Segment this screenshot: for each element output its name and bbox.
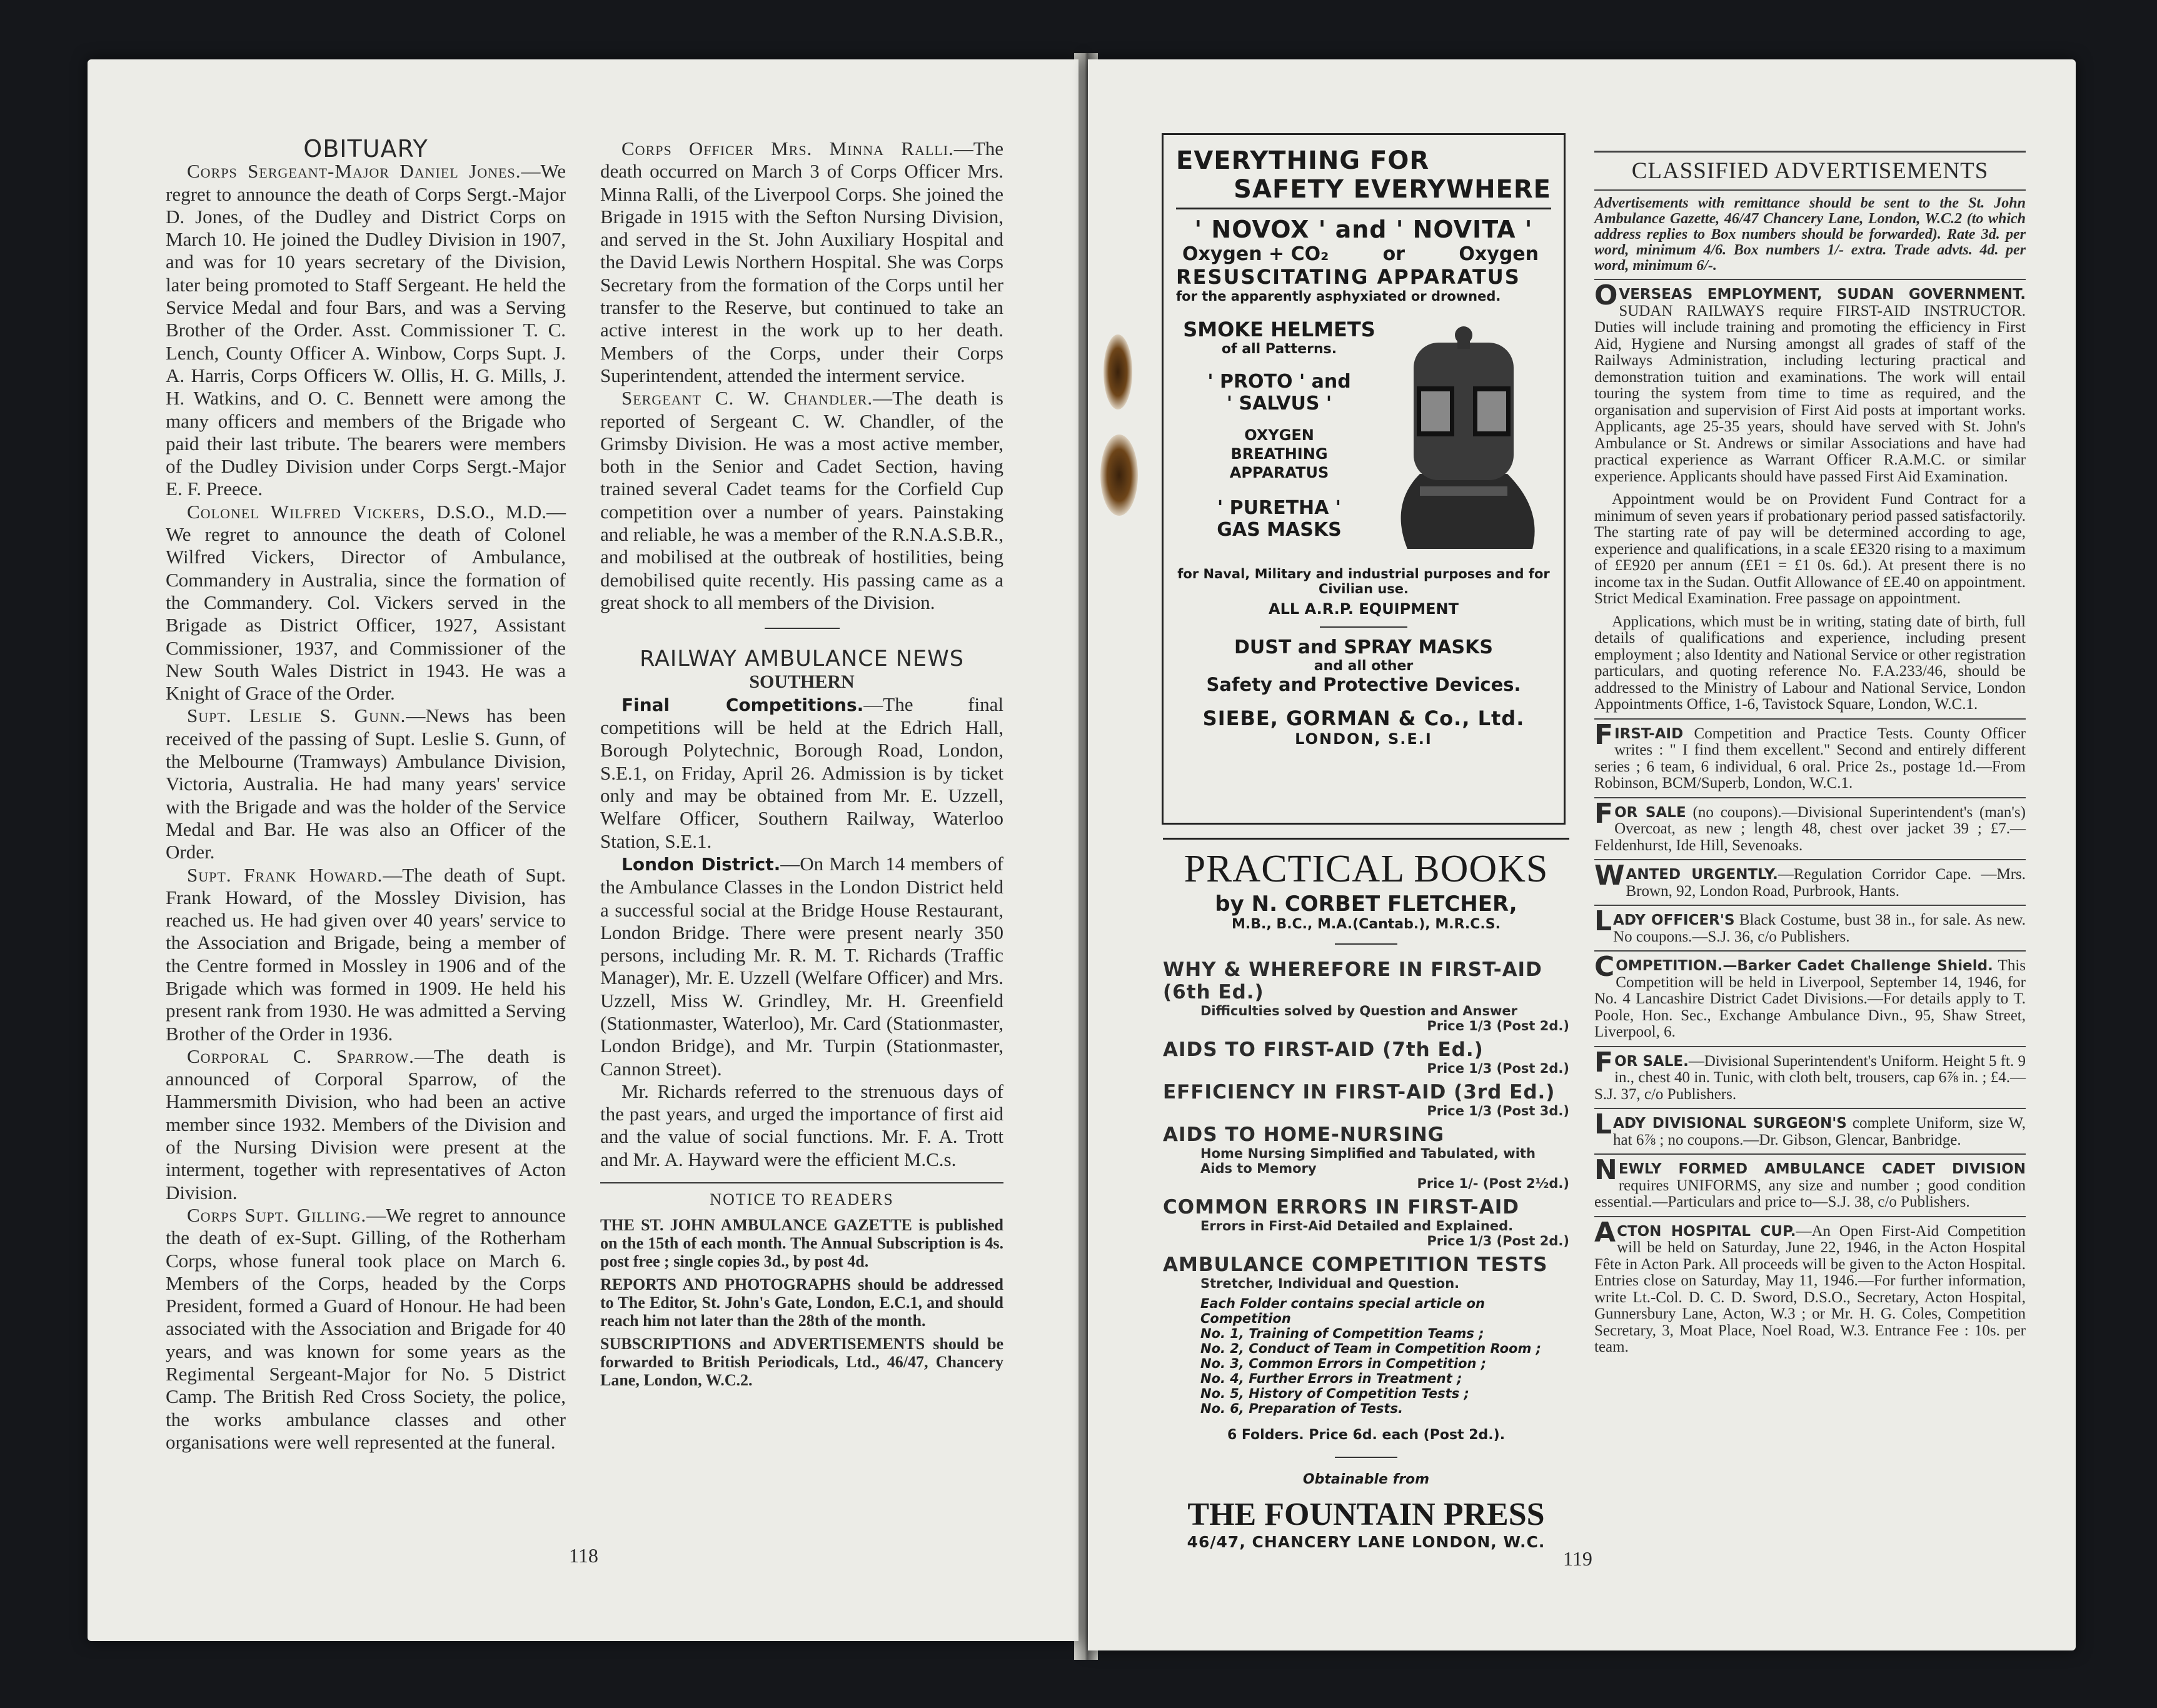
obituary-text: —The death is reported of Sergeant C. W. Chandler, of the Grimsby Division. He was a most active member, both in the Senior and Cadet Section, having trained several Cadet teams for the Corfield Cup competition over a number of years. Painstaking and reliable, he was a member of the R.N.A.S.B.R., and mobilised at the outbreak of hostilities, being demobilised quite recently. His passing came as a great shock to all members of the Division. — [600, 387, 1003, 613]
ad-line: SMOKE HELMETS — [1183, 318, 1375, 341]
book-item — [1163, 1081, 1569, 1118]
obituary-text: —We regret to announce the death of ex-Supt. Gilling, of the Rotherham Corps, whose funeral took place on March 6. Members of the Corps, headed by the Corps President, formed a Guard of Honour. He had been associated with the Association and Brigade for 40 years, and was known for some years as the Regimental Sergeant-Major for No. 5 District Camp. The British Red Cross Society, the police, the works ambulance classes and other organisations were well represented at the funeral. — [166, 1203, 566, 1453]
classified-text: complete Uniform, size W, hat 6⅞ ; no coupons.—Dr. Gibson, Glencar, Banbridge. — [1613, 1115, 2026, 1148]
books-degrees: M.B., B.C., M.A.(Cantab.), M.R.C.S. — [1232, 917, 1501, 932]
drop-initial: O — [1594, 279, 1618, 311]
ad-line: ' PROTO ' and — [1207, 371, 1351, 393]
obituary-name: Supt. Frank Howard. — [187, 863, 383, 886]
book-title: COMMON ERRORS IN FIRST-AID — [1163, 1196, 1520, 1218]
ad-line: EVERYTHING FOR — [1176, 146, 1430, 175]
obituary-name: Corps Officer Mrs. Minna Ralli. — [621, 138, 954, 159]
book-subtitle: Home Nursing Simplified and Tabulated, with Aids to Memory — [1200, 1146, 1536, 1176]
ad-line: or — [1382, 243, 1405, 265]
obituary-text: D.S.O., M.D.—We regret to announce the death of Colonel Wilfred Vickers, Director of Ambulance, Commandery in Australia, since the formation of the Commandery. Col. Vickers served in the Brigade as District Officer, 1927, Assistant Commissioner, 1937, and Commissioner of the New South Wales District in 1943. He was a Knight of Grace of the Order. — [166, 500, 566, 705]
drop-initial: N — [1594, 1154, 1617, 1186]
stain — [1104, 334, 1132, 409]
book-item — [1163, 1038, 1569, 1076]
ad-line: LONDON, S.E.I — [1295, 730, 1432, 748]
book-price: Price 1/3 (Post 2d.) — [1427, 1018, 1569, 1033]
ad-line: Safety and Protective Devices. — [1206, 674, 1521, 695]
classified-text: (no coupons).—Divisional Superintendent's (man's) Overcoat, as new ; length 48, chest over jacket 39 ; £7.—Feldenhurst, Ide Hill, Sevenoaks. — [1594, 803, 2026, 854]
obituary-entry — [166, 1045, 566, 1204]
obituary-heading: OBITUARY — [303, 135, 428, 163]
ad-line: ' NOVOX ' and ' NOVITA ' — [1194, 216, 1533, 243]
notice-paragraph: THE ST. JOHN AMBULANCE GAZETTE is published on the 15th of each month. The Annual Subscription is 4s. post free ; single copies 3d., by post 4d. — [600, 1216, 1003, 1271]
book-price: Price 1/3 (Post 2d.) — [1427, 1233, 1569, 1248]
classified-item — [1594, 797, 2026, 855]
classified-lead: EWLY FORMED AMBULANCE CADET DIVISION — [1618, 1161, 2026, 1177]
classified-item — [1594, 491, 2026, 608]
ad-line: RESUSCITATING APPARATUS — [1176, 265, 1521, 289]
classified-text: This Competition will be held in Liverpool, September 14, 1946, for No. 4 Lancashire District Cadet Divisions.—For details apply to T. Poole, Hon. Sec., Exchange Ambulance Divn., 95, Shaw Street, Liverpool, 6. — [1594, 957, 2026, 1040]
classified-text: SUDAN RAILWAYS require FIRST-AID INSTRUCTOR. Duties will include training and promoting the efficiency in First Aid, Hygiene and Nursing amongst all grades of staff of the Railways Administration, including lecturing practical and demonstration tuition and examinations. The work will entail touring the system from time to time as required, and the organisation and supervision of First Aid posts at important works. Applicants, age 25-35 years, should have served with St. John's Ambulance or St. Andrews or similar Associations and have had practical experience as Warrant Officer R.A.M.C. or similar experience. Applicants should have passed First Aid Examination. — [1594, 302, 2026, 485]
ad-line: ' PURETHA ' — [1217, 497, 1341, 519]
drop-initial: L — [1594, 905, 1612, 937]
obituary-entry — [166, 705, 566, 863]
book-title: WHY & WHEREFORE IN FIRST-AID (6th Ed.) — [1163, 958, 1542, 1003]
folder-item: No. 3, Common Errors in Competition ; — [1200, 1356, 1487, 1371]
book-price: Price 1/- (Post 2½d.) — [1417, 1176, 1569, 1191]
book-title: AMBULANCE COMPETITION TESTS — [1163, 1253, 1548, 1276]
railway-subheading: SOUTHERN — [749, 671, 855, 692]
obituary-name: Supt. Leslie S. Gunn. — [187, 705, 406, 727]
book-item — [1163, 958, 1569, 1033]
divider — [1320, 626, 1407, 628]
ad-line: DUST and SPRAY MASKS — [1234, 636, 1494, 658]
obituary-name: Sergeant C. W. Chandler. — [621, 387, 873, 409]
classified-heading: CLASSIFIED ADVERTISEMENTS — [1631, 158, 1989, 184]
right-page — [1088, 59, 2076, 1650]
notice-paragraph: REPORTS AND PHOTOGRAPHS should be addressed to The Editor, St. John's Gate, London, E.C.1, and should reach him not later than the 28th of the month. — [600, 1275, 1003, 1330]
ad-line: ' SALVUS ' — [1226, 393, 1332, 414]
classified-text: Applications, which must be in writing, stating date of birth, full details of qualifications and experience, including present employment ; also Identity and National Service or other registration particulars, and quoting reference No. F.A.233/46, should be addressed to the Ministry of Labour and National Service, London Appointments Office, 1-6, Tavistock Square, London, W.C.1. — [1594, 613, 2026, 713]
drop-initial: F — [1594, 797, 1614, 830]
obituary-entry — [166, 864, 566, 1045]
classified-intro: Advertisements with remittance should be sent to the St. John Ambulance Gazette, 46/47 Chancery Lane, London, W.C.2 (to which address replies to Box numbers should be forwarded). Rate 3d. per word, minimum 4/6. Box numbers 1/- extra. Trade advts. 4d. per word, minimum 6/-. — [1594, 195, 2026, 274]
folder-item: No. 5, History of Competition Tests ; — [1200, 1386, 1469, 1401]
classified-item — [1594, 951, 2026, 1041]
folder-item: No. 6, Preparation of Tests. — [1200, 1401, 1403, 1416]
left-page — [88, 59, 1078, 1641]
notice-paragraph: SUBSCRIPTIONS and ADVERTISEMENTS should be forwarded to British Periodicals, Ltd., 46/47, Chancery Lane, London, W.C.2. — [600, 1335, 1003, 1390]
divider — [1335, 1457, 1397, 1458]
book-title: EFFICIENCY IN FIRST-AID (3rd Ed.) — [1163, 1081, 1556, 1103]
classified-lead: ADY DIVISIONAL SURGEON'S — [1613, 1115, 1847, 1132]
drop-initial: F — [1594, 1046, 1614, 1078]
folders-price: 6 Folders. Price 6d. each (Post 2d.). — [1227, 1427, 1506, 1443]
classified-item — [1594, 905, 2026, 945]
classified-item — [1594, 718, 2026, 792]
ad-line: for the apparently asphyxiated or drowned. — [1176, 289, 1501, 304]
obituary-name: Colonel Wilfred Vickers, — [187, 500, 426, 523]
classified-lead: ANTED URGENTLY. — [1626, 867, 1778, 883]
practical-books-advert — [1163, 838, 1569, 1551]
helmet-illustration — [1382, 318, 1551, 558]
publisher-name: THE FOUNTAIN PRESS — [1187, 1497, 1545, 1532]
books-author: by N. CORBET FLETCHER, — [1215, 892, 1517, 917]
books-title: PRACTICAL BOOKS — [1184, 848, 1549, 890]
folder-item: No. 1, Training of Competition Teams ; — [1200, 1326, 1484, 1341]
railway-paragraph: Final Competitions.—The final competitions will be held at the Edrich Hall, Borough Polytechnic, Borough Road, London, S.E.1, on Friday, April 26. Admission is by ticket only and may be obtained from Mr. E. Uzzell, Welfare Officer, Southern Railway, Waterloo Station, S.E.1. — [600, 693, 1003, 852]
book-title: AIDS TO FIRST-AID (7th Ed.) — [1163, 1038, 1484, 1061]
classified-item — [1594, 279, 2026, 485]
drop-initial: A — [1594, 1216, 1616, 1248]
book-subtitle: Difficulties solved by Question and Answer — [1200, 1003, 1518, 1018]
classified-text: Black Costume, bust 38 in., for sale. As new. No coupons.—S.J. 36, c/o Publishers. — [1613, 912, 2026, 945]
folder-intro: Each Folder contains special article on Competition — [1200, 1296, 1485, 1326]
ad-line: SAFETY EVERYWHERE — [1176, 175, 1551, 209]
ad-line: for Naval, Military and industrial purposes and for Civilian use. — [1177, 566, 1550, 596]
book-price: Price 1/3 (Post 3d.) — [1427, 1103, 1569, 1118]
gas-mask-icon — [1382, 318, 1545, 555]
obituary-entry — [600, 387, 1003, 614]
ad-company: SIEBE, GORMAN & Co., Ltd. — [1202, 706, 1525, 730]
obituary-column — [166, 135, 566, 1454]
obituary-name: Corps Supt. Gilling. — [187, 1203, 367, 1226]
publisher-address: 46/47, CHANCERY LANE LONDON, W.C. — [1187, 1533, 1546, 1551]
ad-line: of all Patterns. — [1221, 341, 1337, 357]
book-subtitle: Errors in First-Aid Detailed and Explained. — [1200, 1218, 1514, 1233]
railway-paragraph: Mr. Richards referred to the strenuous days of the past years, and urged the importance of first aid and the value of social functions. Mr. F. A. Trott and Mr. A. Hayward were the efficient M.C.s. — [600, 1080, 1003, 1170]
classified-lead: OR SALE. — [1614, 1053, 1689, 1070]
notice-to-readers — [600, 1188, 1003, 1389]
page-number: 118 — [569, 1544, 598, 1567]
ad-line: ALL A.R.P. EQUIPMENT — [1269, 600, 1459, 618]
classified-text: requires UNIFORMS, any size and number ; good condition essential.—Particulars and price to—S.J. 38, c/o Publishers. — [1594, 1177, 2026, 1210]
obituary-entry — [166, 160, 566, 500]
obtainable-from: Obtainable from — [1302, 1472, 1430, 1487]
second-column — [600, 138, 1003, 1389]
obituary-name: Corporal C. Sparrow. — [187, 1045, 415, 1067]
divider — [600, 1182, 1003, 1183]
classified-text: Appointment would be on Provident Fund Contract for a minimum of seven years if probationary period passed satisfactorily. The starting rate of pay will be determined according to age, experience and qualifications, in a scale £E320 rising to a maximum of £E920 per annum (£E1 = £1 0s. 6d.). At present there is no income tax in the Sudan. Outfit Allowance of £E.40 on appointment. Strict Medical Examination. Free passage on appointment. — [1594, 491, 2026, 607]
obituary-text: —The death occurred on March 3 of Corps Officer Mrs. Minna Ralli, of the Liverpool Corps. She joined the Brigade in 1915 with the Sefton Nursing Division, and served in the St. John Auxiliary Hospital and the David Lewis Northern Hospital. She was Corps Secretary from the formation of the Corps until her transfer to the Reserve, but continued to take an active interest in the work up to her death. Members of the Corps, under their Corps Superintendent, attended the interment service. — [600, 138, 1003, 386]
obituary-text: —The death of Supt. Frank Howard, of the Mossley Division, has reached us. He had given over 40 years' service to the Association and Brigade, being a member of the Centre formed in Mossley in 1906 and of the Brigade which was formed in 1909. He held his present rank from 1930. He was admitted a Serving Brother of the Order in 1936. — [166, 863, 566, 1045]
drop-initial: L — [1594, 1108, 1612, 1140]
book-item — [1163, 1123, 1569, 1191]
classified-lead: VERSEAS EMPLOYMENT, SUDAN GOVERNMENT. — [1619, 286, 2026, 303]
ad-line: Oxygen — [1459, 243, 1539, 265]
classified-item — [1594, 1108, 2026, 1148]
obituary-entry — [166, 1204, 566, 1454]
drop-initial: W — [1594, 860, 1625, 892]
book-item — [1163, 1253, 1569, 1291]
page-number: 119 — [1563, 1547, 1592, 1570]
folder-item: No. 4, Further Errors in Treatment ; — [1200, 1371, 1462, 1386]
divider — [765, 628, 840, 629]
classified-text: Competition and Practice Tests. County Officer writes : " I find them excellent." Second and entirely different series ; 6 team, 6 individual, 6 oral. Price 2s., postage 1d.—From Robinson, BCM/Superb, London, W.C.1. — [1594, 725, 2026, 791]
ad-line: Oxygen + CO₂ — [1182, 243, 1329, 265]
obituary-text: —We regret to announce the death of Corps Sergt.-Major D. Jones, of the Dudley and District Corps on March 10. He joined the Dudley Division in 1907, and was for 10 years secretary of the Division, later being promoted to Staff Sergeant. He held the Service Medal and four Bars, and was a Serving Brother of the Order. Asst. Commissioner T. C. Lench, County Officer A. Winbow, Corps Supt. J. A. Harris, Corps Officers W. Ollis, H. G. Mills, J. H. Watkins, and O. C. Bennett were among the many officers and members of the Brigade who paid their last tribute. The bearers were members of the Dudley Division under Corps Sergt.-Major E. F. Preece. — [166, 160, 566, 500]
classified-text: —Regulation Corridor Cape. —Mrs. Brown, 92, London Road, Purbrook, Hants. — [1626, 866, 2026, 900]
classified-text: —An Open First-Aid Competition will be held on Saturday, June 22, 1946, in the Acton Hospital Fête in Acton Park. All proceeds will be given to the Acton Hospital. Entries close on Saturday, May 11, 1946.—For further information, write Lt.-Col. D. C. D. Sword, D.S.O., Secretary, Acton Hospital, Gunnersbury Lane, Acton, W.3 ; or Mr. H. G. Coles, Competition Secretary, 3, Moat Place, Noel Road, W.3. Entrance Fee : 10s. per team. — [1594, 1222, 2026, 1355]
book-title: AIDS TO HOME-NURSING — [1163, 1123, 1445, 1146]
classified-item — [1594, 1154, 2026, 1211]
obituary-entry — [166, 501, 566, 705]
book-subtitle: Stretcher, Individual and Question. — [1200, 1276, 1460, 1291]
railway-paragraph: London District.—On March 14 members of the Ambulance Classes in the London District held a successful social at the Bridge House Restaurant, London Bridge. There were present nearly 350 persons, including Mr. R. M. T. Richards (Traffic Manager), Mr. E. Uzzell (Welfare Officer) and Mrs. Uzzell, Miss W. Grindley, Mr. H. Greenfield (Stationmaster, Waterloo), Mr. Card (Stationmaster, London Bridge), and Mr. Turpin (Stationmaster, Cannon Street). — [600, 852, 1004, 1080]
classified-advertisements — [1594, 146, 2026, 1356]
obituary-text: —News has been received of the passing of Supt. Leslie S. Gunn, of the Melbourne (Tramways) Ambulance Division, Victoria, Australia. He had many years' service with the Brigade and was the holder of the Service Medal and Bar. He was also an Officer of the Order. — [166, 705, 566, 863]
classified-lead: IRST-AID — [1614, 725, 1684, 742]
ad-line: OXYGEN BREATHING APPARATUS — [1229, 426, 1329, 481]
obituary-text: —The death is announced of Corporal Sparrow, of the Hammersmith Division, who had been an active member since 1932. Members of the Division and of the Nursing Division were present at the interment, together with representatives of Acton Division. — [166, 1045, 566, 1203]
obituary-entry — [600, 138, 1003, 387]
book-price: Price 1/3 (Post 2d.) — [1427, 1061, 1569, 1076]
railway-heading: RAILWAY AMBULANCE NEWS — [640, 646, 964, 672]
classified-item — [1594, 1216, 2026, 1356]
classified-item — [1594, 860, 2026, 900]
stain — [1100, 435, 1138, 516]
ad-line: and all other — [1314, 658, 1414, 674]
classified-text: —Divisional Superintendent's Uniform. Height 5 ft. 9 in., chest 40 in. Tunic, with cloth belt, trousers, cap 6⅞ in. ; £4.—S.J. 37, c/o Publishers. — [1594, 1052, 2026, 1103]
folder-item: No. 2, Conduct of Team in Competition Room ; — [1200, 1341, 1542, 1356]
drop-initial: C — [1594, 951, 1615, 983]
drop-initial: F — [1594, 718, 1614, 751]
classified-item — [1594, 1046, 2026, 1103]
classified-lead: OR SALE — [1614, 804, 1686, 821]
book-item — [1163, 1196, 1569, 1248]
classified-lead: CTON HOSPITAL CUP. — [1617, 1223, 1796, 1240]
classified-item — [1594, 614, 2026, 713]
divider — [1335, 943, 1397, 945]
obituary-name: Corps Sergeant-Major Daniel Jones. — [187, 160, 521, 183]
notice-heading: NOTICE TO READERS — [710, 1190, 894, 1209]
ad-line: GAS MASKS — [1217, 519, 1342, 541]
classified-lead: OMPETITION.—Barker Cadet Challenge Shield. — [1616, 958, 1993, 974]
siebe-gorman-advert — [1162, 133, 1566, 825]
classified-lead: ADY OFFICER'S — [1613, 912, 1735, 928]
